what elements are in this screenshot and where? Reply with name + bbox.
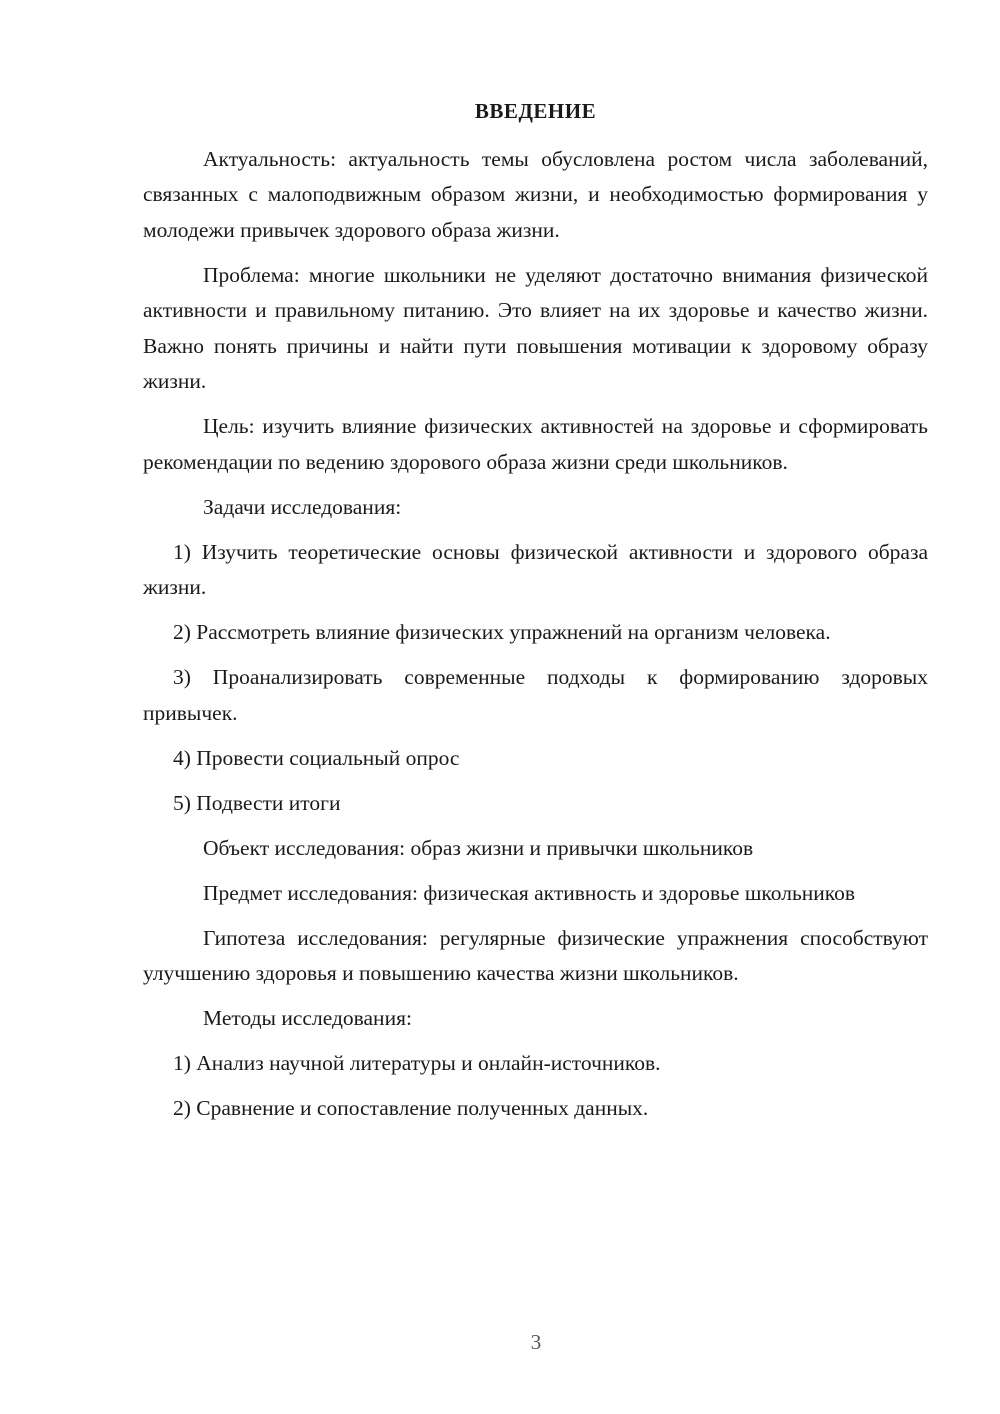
subject-paragraph: Предмет исследования: физическая активность и здоровье школьников bbox=[203, 880, 856, 905]
document-page bbox=[143, 94, 928, 1136]
tasks-heading: Задачи исследования: bbox=[203, 494, 402, 519]
methods-heading: Методы исследования: bbox=[203, 1006, 412, 1030]
goal-paragraph: Цель: изучить влияние физических активностей на здоровье и сформировать рекомендации по ведению здорового образа жизни среди школьников. bbox=[143, 414, 928, 474]
task-item-3: 3) Проанализировать современные подходы к формированию здоровых привычек. bbox=[143, 665, 928, 725]
page-number: 3 bbox=[530, 1330, 542, 1354]
relevance-paragraph: Актуальность: актуальность темы обусловлена ростом числа заболеваний, связанных с малоподвижным образом жизни, и необходимостью формирования у молодежи привычек здорового образа жизни. bbox=[143, 146, 928, 242]
task-item-4: 4) Провести социальный опрос bbox=[173, 745, 460, 770]
section-title: ВВЕДЕНИЕ bbox=[474, 99, 597, 123]
problem-paragraph: Проблема: многие школьники не уделяют достаточно внимания физической активности и правильному питанию. Это влияет на их здоровье и качество жизни. Важно понять причины и найти пути повышения мотивации к здоровому образу жизни. bbox=[143, 262, 928, 393]
hypothesis-paragraph: Гипотеза исследования: регулярные физические упражнения способствуют улучшению здоровья и повышению качества жизни школьников. bbox=[143, 925, 928, 985]
task-item-5: 5) Подвести итоги bbox=[173, 790, 341, 815]
object-paragraph: Объект исследования: образ жизни и привычки школьников bbox=[203, 835, 754, 860]
task-item-2: 2) Рассмотреть влияние физических упражнений на организм человека. bbox=[173, 620, 831, 644]
task-item-1: 1) Изучить теоретические основы физической активности и здорового образа жизни. bbox=[143, 539, 928, 599]
method-item-1: 1) Анализ научной литературы и онлайн-источников. bbox=[173, 1051, 661, 1075]
method-item-2: 2) Сравнение и сопоставление полученных данных. bbox=[173, 1096, 649, 1120]
